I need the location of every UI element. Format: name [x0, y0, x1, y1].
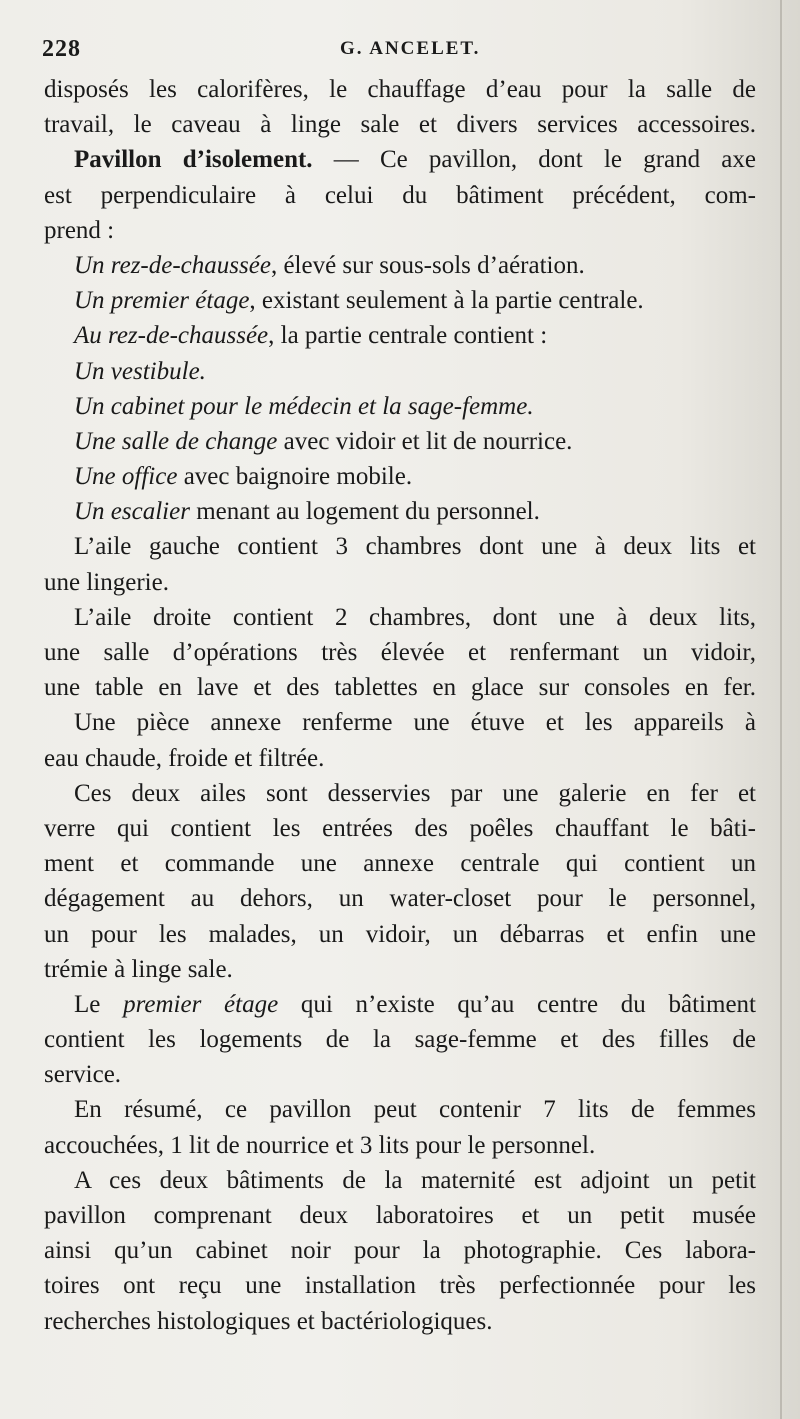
text-line — [44, 354, 756, 389]
text-line — [44, 283, 756, 318]
text-line — [44, 635, 756, 670]
text-run: Le — [74, 990, 124, 1018]
text-line — [44, 213, 756, 248]
text-run: verre qui contient les entrées des poêles chauffant le bâti- — [44, 814, 756, 842]
page-gutter-edge — [780, 0, 782, 1419]
italic-term: Une office — [74, 463, 178, 491]
text-line — [44, 846, 756, 881]
text-line — [44, 389, 756, 424]
text-line — [44, 459, 756, 494]
page-number: 228 — [42, 36, 81, 62]
text-run: pavillon comprenant deux laboratoires et un petit musée — [44, 1202, 756, 1229]
text-run: L’aile droite contient 2 chambres, dont une à deux lits, — [74, 603, 756, 631]
text-line — [44, 1128, 756, 1163]
text-run: A ces deux bâtiments de la maternité est adjoint un petit — [74, 1166, 756, 1194]
text-line — [44, 178, 756, 213]
text-run: menant au logement du personnel. — [189, 498, 540, 526]
italic-term: Un vestibule. — [74, 357, 206, 385]
text-line — [44, 705, 756, 740]
italic-term: Un escalier — [74, 498, 190, 526]
text-run: ment et commande une annexe centrale qui contient un — [44, 850, 756, 878]
page-header — [42, 36, 742, 66]
text-run: ainsi qu’un cabinet noir pour la photographie. Ces labora- — [44, 1237, 756, 1265]
text-line — [44, 565, 756, 600]
text-line — [44, 917, 756, 952]
text-line — [44, 1163, 756, 1198]
text-run: , la partie centrale contient : — [268, 322, 548, 350]
text-run: service. — [44, 1061, 122, 1089]
text-run: une table en lave et des tablettes en glace sur consoles en fer. — [44, 674, 756, 702]
text-line — [44, 600, 756, 635]
text-line — [44, 670, 756, 705]
text-run: un pour les malades, un vidoir, un débarras et enfin une — [44, 920, 756, 948]
text-line — [44, 142, 756, 177]
body-text — [44, 72, 756, 1339]
text-line — [44, 494, 756, 529]
text-line — [44, 72, 756, 107]
text-line — [44, 107, 756, 142]
italic-term: Une salle de change — [74, 427, 278, 455]
text-run: disposés les calorifères, le chauffage d’eau pour la salle de — [44, 76, 756, 103]
text-run: toires ont reçu une installation très perfectionnée pour les — [44, 1272, 756, 1300]
text-run: avec baignoire mobile. — [177, 463, 413, 491]
text-run: accouchées, 1 lit de nourrice et 3 lits pour le personnel. — [44, 1131, 596, 1159]
text-line — [44, 952, 756, 987]
text-line — [44, 1233, 756, 1268]
text-run: Ces deux ailes sont desservies par une galerie en fer et — [74, 779, 756, 807]
text-line — [44, 1092, 756, 1127]
text-run: avec vidoir et lit de nourrice. — [277, 427, 573, 455]
text-run: trémie à linge sale. — [44, 955, 233, 983]
text-line — [44, 881, 756, 916]
section-heading: Pavillon d’isolement. — [74, 146, 313, 174]
text-line — [44, 1057, 756, 1092]
italic-term: premier étage — [123, 990, 279, 1018]
italic-term: Au rez-de-chaussée — [74, 322, 269, 350]
text-run: une lingerie. — [44, 568, 169, 596]
text-run: En résumé, ce pavillon peut contenir 7 lits de femmes — [74, 1096, 756, 1124]
text-run: dégagement au dehors, un water-closet pour le personnel, — [44, 885, 756, 913]
text-run: — Ce pavillon, dont le grand axe — [312, 146, 756, 174]
text-line — [44, 424, 756, 459]
text-line — [44, 987, 756, 1022]
text-line — [44, 529, 756, 564]
text-run: eau chaude, froide et filtrée. — [44, 744, 325, 772]
text-run: , élevé sur sous-sols d’aération. — [270, 251, 585, 279]
text-line — [44, 1304, 756, 1339]
text-run: une salle d’opérations très élevée et renfermant un vidoir, — [44, 639, 756, 666]
running-head: G. ANCELET. — [340, 38, 481, 59]
text-line — [44, 1198, 756, 1233]
text-run: Une pièce annexe renferme une étuve et les appareils à — [74, 709, 756, 737]
text-line — [44, 811, 756, 846]
text-run: est perpendiculaire à celui du bâtiment précédent, com- — [44, 181, 756, 209]
text-run: recherches histologiques et bactériologiques. — [44, 1307, 493, 1335]
text-line — [44, 1268, 756, 1303]
text-line — [44, 248, 756, 283]
text-line — [44, 741, 756, 776]
text-run: contient les logements de la sage-femme et des filles de — [44, 1026, 756, 1054]
text-run: prend : — [44, 216, 115, 244]
text-line — [44, 1022, 756, 1057]
text-run: qui n’existe qu’au centre du bâtiment — [278, 990, 756, 1018]
italic-term: Un premier étage — [74, 287, 250, 315]
text-line — [44, 776, 756, 811]
text-run: , existant seulement à la partie centrale. — [249, 287, 644, 315]
text-run: L’aile gauche contient 3 chambres dont une à deux lits et — [74, 533, 756, 561]
italic-term: Un cabinet pour le médecin et la sage-femme. — [74, 392, 534, 420]
text-line — [44, 318, 756, 353]
text-run: travail, le caveau à linge sale et divers services accessoires. — [44, 111, 756, 139]
italic-term: Un rez-de-chaussée — [74, 251, 271, 279]
